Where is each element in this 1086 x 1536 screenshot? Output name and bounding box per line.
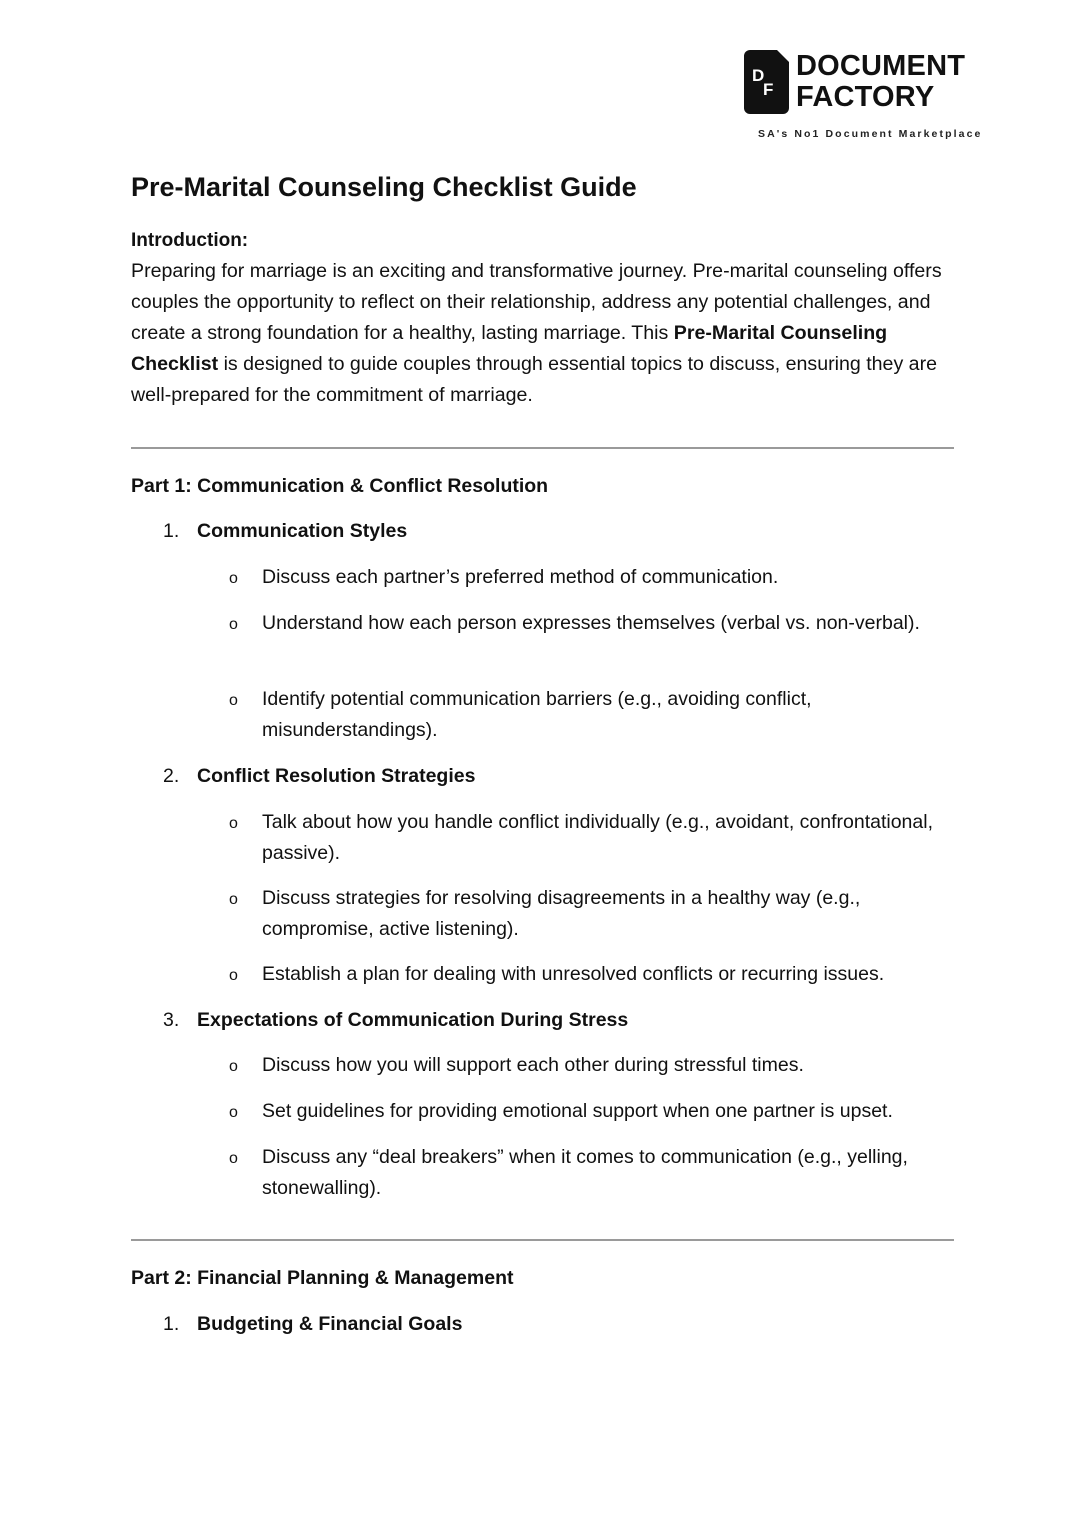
bullet-icon: o <box>229 616 238 633</box>
page-fold-icon <box>777 50 789 62</box>
bullet-icon: o <box>229 1150 238 1167</box>
logo-name-line2: FACTORY <box>796 81 935 113</box>
bullet-icon: o <box>229 891 238 908</box>
item-title: Conflict Resolution Strategies <box>197 765 476 787</box>
item-number: 1. <box>163 1313 180 1335</box>
intro-text-before: Preparing for marriage is an exciting and transformative journey. Pre-marital counseling offers couples the opportunity to reflect on their relationship, address any potential challenges, and create a strong foundation for a healthy, lasting marriage. This <box>131 260 942 344</box>
bullet-icon: o <box>229 815 238 832</box>
intro-text-bold: Pre-Marital Counseling Checklist <box>131 322 888 375</box>
page-title: Pre-Marital Counseling Checklist Guide <box>131 172 637 202</box>
badge-letter-f: F <box>763 80 774 99</box>
logo-name <box>796 51 965 113</box>
intro-text-after: is designed to guide couples through essential topics to discuss, ensuring they are well-prepared for the commitment of marriage. <box>131 353 937 406</box>
part1-title: Part 1: Communication & Conflict Resolution <box>131 475 549 497</box>
item-title: Communication Styles <box>197 520 408 542</box>
part2-title: Part 2: Financial Planning & Management <box>131 1267 514 1289</box>
item-number: 2. <box>163 765 180 787</box>
list-item: Understand how each person expresses themselves (verbal vs. non-verbal). <box>262 612 920 634</box>
df-badge-icon <box>744 50 789 114</box>
list-item: Discuss each partner’s preferred method of communication. <box>262 566 779 588</box>
section-divider <box>131 1239 954 1241</box>
list-item: Set guidelines for providing emotional support when one partner is upset. <box>262 1100 893 1122</box>
bullet-icon: o <box>229 1104 238 1121</box>
logo-name-line1: DOCUMENT <box>796 50 966 82</box>
bullet-icon: o <box>229 570 238 587</box>
bullet-icon: o <box>229 1058 238 1075</box>
intro-label: Introduction: <box>131 230 249 251</box>
item-number: 1. <box>163 520 180 542</box>
intro-paragraph <box>131 256 961 411</box>
section-divider <box>131 447 954 449</box>
document-factory-logo <box>744 50 989 145</box>
item-title: Expectations of Communication During Stress <box>197 1009 629 1031</box>
logo-tagline: SA's No1 Document Marketplace <box>758 128 983 140</box>
bullet-icon: o <box>229 692 238 709</box>
list-item: Establish a plan for dealing with unresolved conflicts or recurring issues. <box>262 963 885 985</box>
item-title: Budgeting & Financial Goals <box>197 1313 463 1335</box>
list-item: Discuss how you will support each other during stressful times. <box>262 1054 804 1076</box>
list-item: Discuss any “deal breakers” when it comes to communication (e.g., yelling, stonewalling). <box>262 1146 908 1199</box>
badge-letter-d: D <box>752 66 765 85</box>
bullet-icon: o <box>229 967 238 984</box>
list-item: Discuss strategies for resolving disagreements in a healthy way (e.g., compromise, active listening). <box>262 887 861 940</box>
list-item: Talk about how you handle conflict individually (e.g., avoidant, confrontational, passive). <box>262 811 933 864</box>
item-number: 3. <box>163 1009 180 1031</box>
list-item: Identify potential communication barriers (e.g., avoiding conflict, misunderstandings). <box>262 688 812 741</box>
